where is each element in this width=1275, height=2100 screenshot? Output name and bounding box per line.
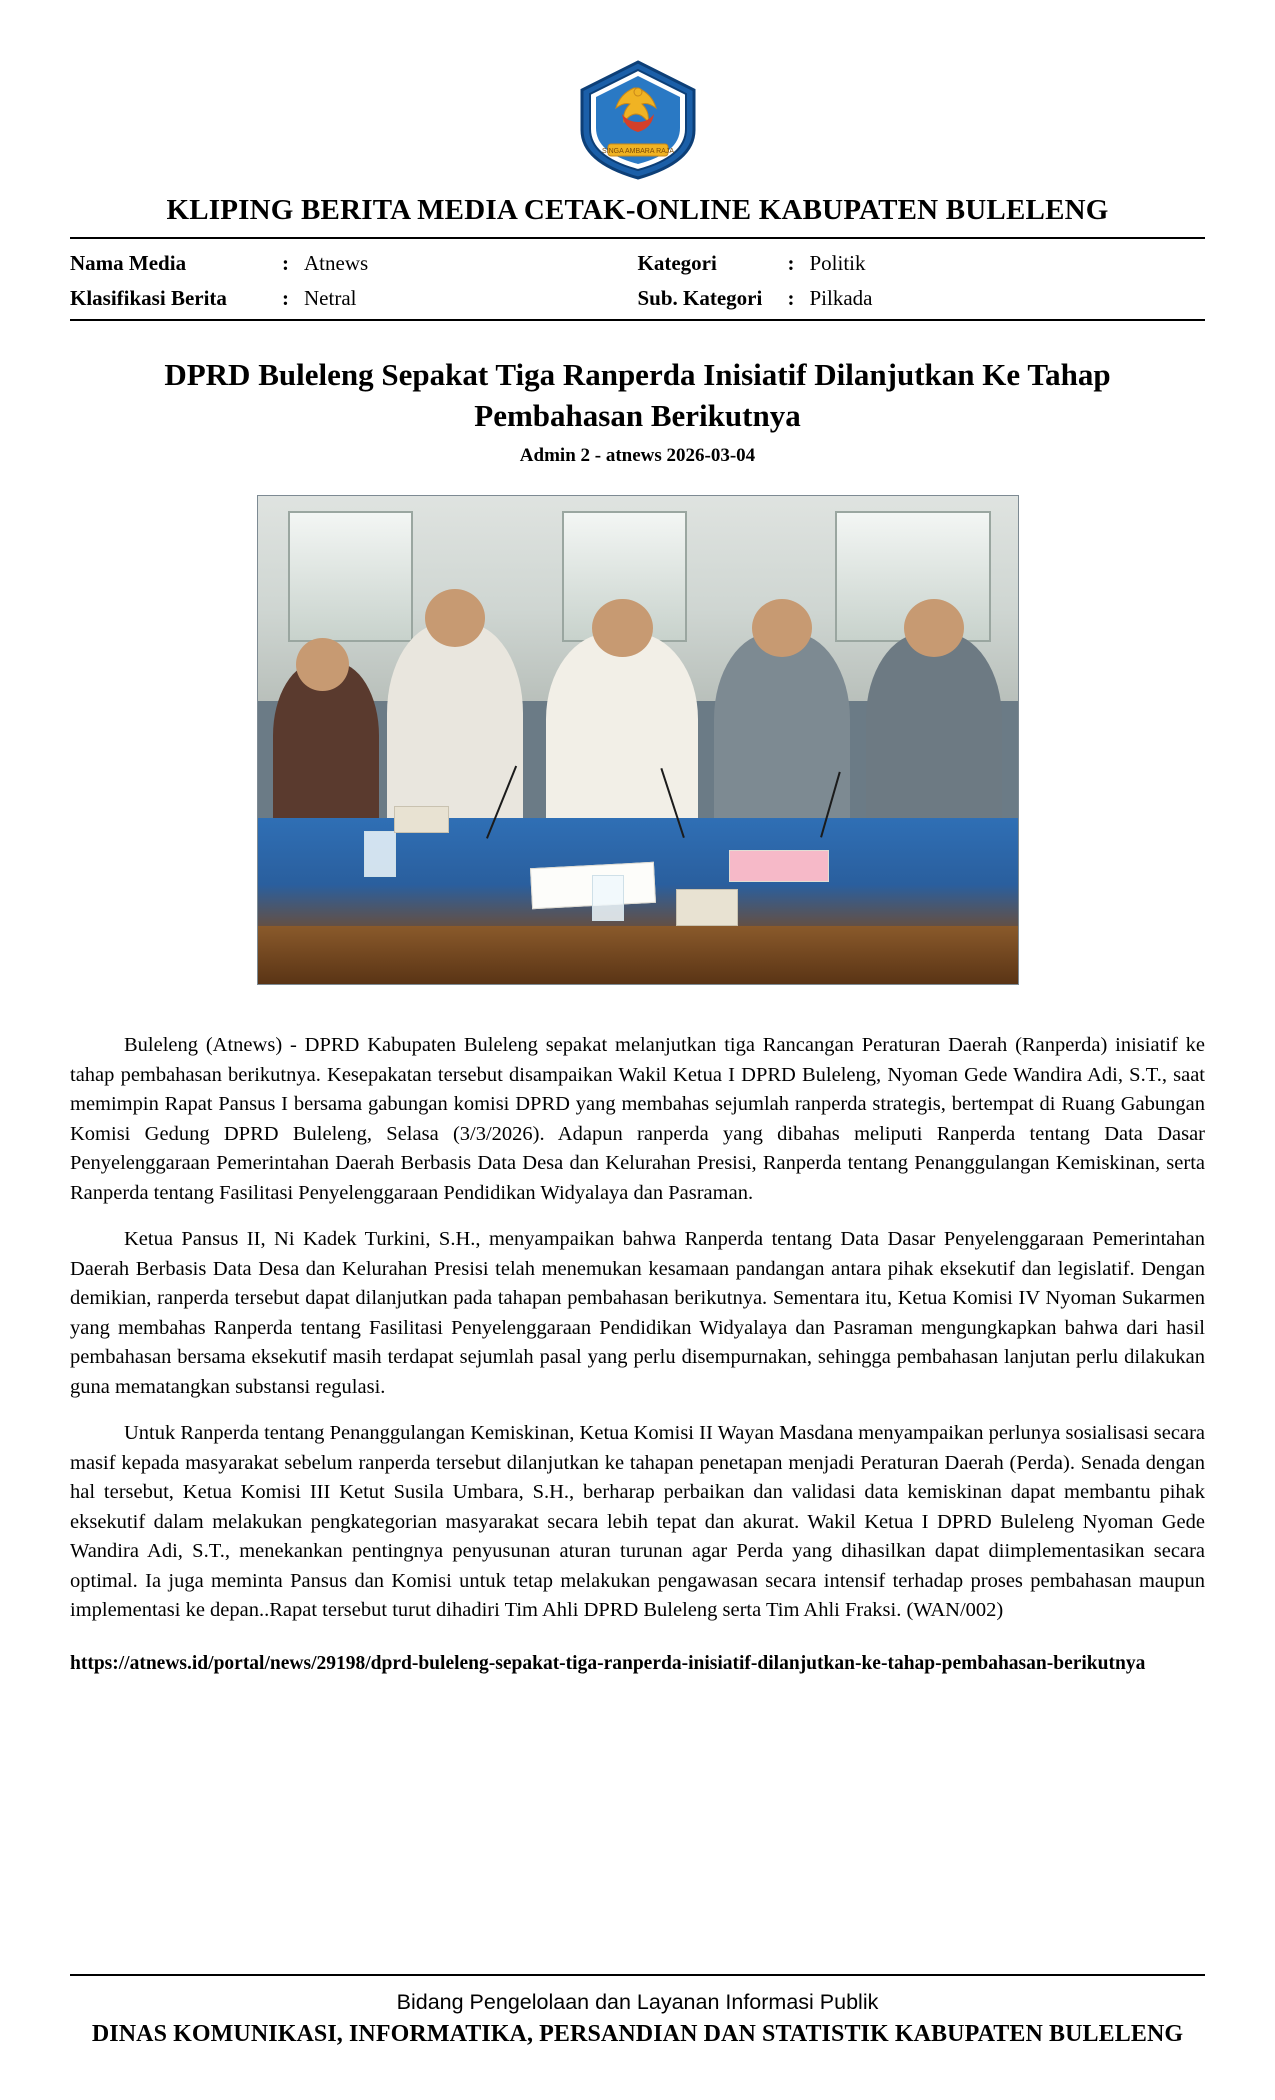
article-paragraph-1: Buleleng (Atnews) - DPRD Kabupaten Buleleng sepakat melanjutkan tiga Rancangan Peraturan Daerah (Ranperda) inisiatif ke tahap pembahasan berikutnya. Kesepakatan tersebut disampaikan Wakil Ketua I DPRD Buleleng, Nyoman Gede Wandira Adi, S.T., saat memimpin Rapat Pansus I bersama gabungan komisi DPRD yang membahas sejumlah ranperda strategis, bertempat di Ruang Gabungan Komisi Gedung DPRD Buleleng, Selasa (3/3/2026). Adapun ranperda yang dibahas meliputi Ranperda tentang Data Dasar Penyelenggaraan Pemerintahan Daerah Berbasis Data Desa dan Kelurahan Presisi, Ranperda tentang Penanggulangan Kemiskinan, serta Ranperda tentang Fasilitasi Penyelenggaraan Pendidikan Widyalaya dan Pasraman. xyxy=(70,1034,1205,1204)
divider-meta-bottom xyxy=(70,319,1205,321)
footer-department-unit: Bidang Pengelolaan dan Layanan Informasi Publik xyxy=(396,1990,879,2014)
article-source-link[interactable]: https://atnews.id/portal/news/29198/dprd-buleleng-sepakat-tiga-ranperda-inisiatif-dilanjutkan-ke-tahap-pembahasan-berikutnya xyxy=(70,1652,1146,1674)
document-footer xyxy=(70,1974,1205,2048)
meta-row-kategori xyxy=(638,246,1206,281)
article-title: DPRD Buleleng Sepakat Tiga Ranperda Inisiatif Dilanjutkan Ke Tahap Pembahasan Berikutnya xyxy=(164,357,1111,434)
article-body xyxy=(70,1031,1205,1677)
meta-column-right xyxy=(638,246,1206,315)
meta-column-left xyxy=(70,246,638,315)
logo-container xyxy=(70,0,1205,182)
meta-colon: : xyxy=(282,251,289,275)
meta-label-nama-media: Nama Media xyxy=(70,251,187,275)
meta-row-klasifikasi-berita xyxy=(70,281,638,316)
footer-department-name: DINAS KOMUNIKASI, INFORMATIKA, PERSANDIAN DAN STATISTIK KABUPATEN BULELENG xyxy=(91,2021,1184,2047)
meta-label-klasifikasi-berita: Klasifikasi Berita xyxy=(70,285,227,310)
meta-row-nama-media xyxy=(70,246,638,281)
meta-label-sub-kategori: Sub. Kategori xyxy=(637,285,763,310)
meta-colon: : xyxy=(787,285,795,310)
meta-value-sub-kategori: Pilkada xyxy=(809,285,873,310)
meta-colon: : xyxy=(282,285,289,310)
buleleng-regency-emblem-icon xyxy=(576,58,700,182)
meta-value-kategori: Politik xyxy=(809,251,866,275)
divider-footer xyxy=(70,1974,1205,1976)
meta-table xyxy=(70,239,1205,319)
meta-row-sub-kategori xyxy=(638,281,1206,316)
meta-value-klasifikasi-berita: Netral xyxy=(304,285,357,310)
meta-value-nama-media: Atnews xyxy=(304,251,369,275)
article-photo xyxy=(257,495,1019,985)
article-paragraph-3: Untuk Ranperda tentang Penanggulangan Kemiskinan, Ketua Komisi II Wayan Masdana menyampaikan perlunya sosialisasi secara masif kepada masyarakat sebelum ranperda tersebut dilanjutkan ke tahapan penetapan menjadi Peraturan Daerah (Perda). Senada dengan hal tersebut, Ketua Komisi III Ketut Susila Umbara, S.H., berharap perbaikan dan validasi data kemiskinan dapat membantu pihak eksekutif dalam melakukan pengkategorian masyarakat secara lebih tepat dan akurat. Wakil Ketua I DPRD Buleleng Nyoman Gede Wandira Adi, S.T., menekankan pentingnya penyusunan aturan turunan agar Perda yang dihasilkan dapat diimplementasikan secara optimal. Ia juga meminta Pansus dan Komisi untuk tetap melakukan pengawasan secara intensif terhadap proses pembahasan maupun implementasi ke depan..Rapat tersebut turut dihadiri Tim Ahli DPRD Buleleng serta Tim Ahli Fraksi. (WAN/002) xyxy=(70,1422,1205,1622)
document-banner-title: KLIPING BERITA MEDIA CETAK-ONLINE KABUPATEN BULELENG xyxy=(166,194,1109,226)
article-paragraph-2: Ketua Pansus II, Ni Kadek Turkini, S.H., menyampaikan bahwa Ranperda tentang Data Dasar Penyelenggaraan Pemerintahan Daerah Berbasis Data Desa dan Kelurahan Presisi telah menemukan kesamaan pandangan antara pihak eksekutif dan legislatif. Dengan demikian, ranperda tersebut dapat dilanjutkan pada tahapan pembahasan berikutnya. Sementara itu, Ketua Komisi IV Nyoman Sukarmen yang membahas Ranperda tentang Fasilitasi Penyelenggaraan Pendidikan Widyalaya dan Pasraman mengungkapkan bahwa dari hasil pembahasan bersama eksekutif masih terdapat sejumlah pasal yang perlu disempurnakan, sehingga pembahasan lanjutan perlu dilakukan guna mematangkan substansi regulasi. xyxy=(70,1228,1205,1398)
article-byline: Admin 2 - atnews 2026-03-04 xyxy=(519,445,756,467)
svg-text:SINGA AMBARA RAJA: SINGA AMBARA RAJA xyxy=(601,148,674,155)
meta-colon: : xyxy=(787,251,795,275)
meta-label-kategori: Kategori xyxy=(637,251,717,275)
article-photo-container xyxy=(70,495,1205,985)
